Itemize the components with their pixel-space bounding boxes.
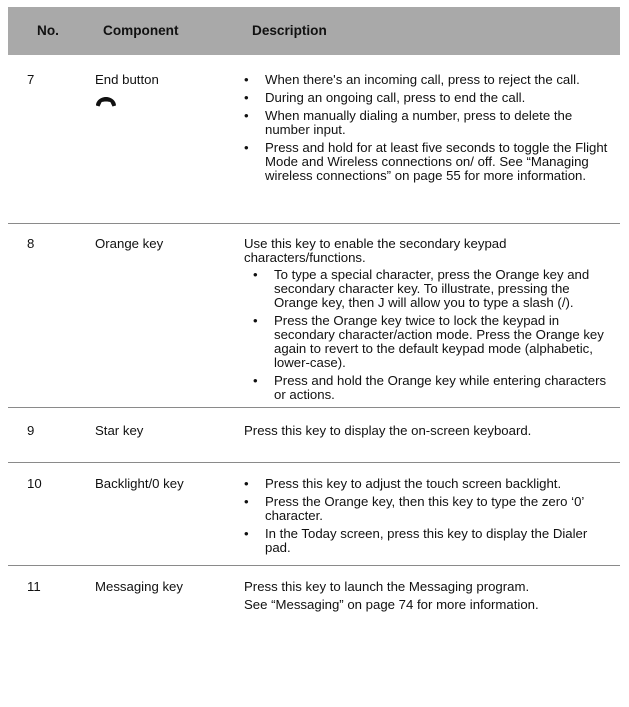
component-name: Messaging key [95,579,183,594]
description-text: Press this key to display the on-screen keyboard. [235,408,620,463]
table-row-7 [8,55,620,224]
description-cell [235,224,620,408]
bullet-glyph: • [244,72,249,87]
bullet-item: • To type a special character, press the Orange key and secondary character key. To illustrate, pressing the Orange key, then J will allow you to type a slash (/). [253,267,590,310]
column-header-description: Description [235,7,620,55]
table-row-11 [8,566,620,631]
bullet-glyph: • [244,90,249,105]
bullet-item: • Press this key to adjust the touch screen backlight. [244,476,562,491]
row-number: 9 [8,408,88,463]
bullet-glyph: • [253,373,258,388]
description-cell [235,55,620,224]
bullet-glyph: • [244,476,249,491]
component-table [8,7,620,630]
bullet-glyph: • [244,526,249,541]
bullet-item: • In the Today screen, press this key to display the Dialer pad. [244,526,588,555]
description-line: Press this key to launch the Messaging program. [244,579,530,594]
table-row-10 [8,463,620,566]
bullet-item: • When there's an incoming call, press to reject the call. [244,72,580,87]
component-cell [88,55,235,224]
bullet-glyph: • [244,108,249,123]
bullet-item: • When manually dialing a number, press to delete the number input. [244,108,573,137]
bullet-item: • Press the Orange key twice to lock the keypad in secondary character/action mode. Press the Orange key again to revert to the default keypad mode (alphabetic, lower-case). [253,313,604,370]
bullet-glyph: • [253,313,258,328]
bullet-item: • Press the Orange key, then this key to type the zero ‘0’ character. [244,494,584,523]
component-name: End button [95,72,159,87]
description-line: See “Messaging” on page 74 for more information. [244,597,539,612]
bullet-glyph: • [244,494,249,509]
table-header-row [8,7,620,55]
row-number: 7 [8,55,88,224]
table-row-8 [8,224,620,408]
description-cell [235,566,620,631]
row-number: 10 [8,463,88,566]
component-name: Backlight/0 key [88,463,235,566]
bullet-item: • During an ongoing call, press to end the call. [244,90,526,105]
column-header-no: No. [8,7,88,55]
row-number: 8 [8,224,88,408]
column-header-component: Component [88,7,235,55]
description-intro: Use this key to enable the secondary keypad characters/functions. [244,236,507,265]
bullet-glyph: • [244,140,249,155]
bullet-item: • Press and hold for at least five seconds to toggle the Flight Mode and Wireless connections on/ off. See “Managing wireless connections” on page 55 for more information. [244,140,608,183]
row-number: 11 [27,579,41,594]
bullet-glyph: • [253,267,258,282]
table-row-9 [8,408,620,463]
description-cell [235,463,620,566]
end-call-icon [95,94,117,108]
component-name: Star key [88,408,235,463]
bullet-item: • Press and hold the Orange key while entering characters or actions. [253,373,607,402]
component-name: Orange key [88,224,235,408]
